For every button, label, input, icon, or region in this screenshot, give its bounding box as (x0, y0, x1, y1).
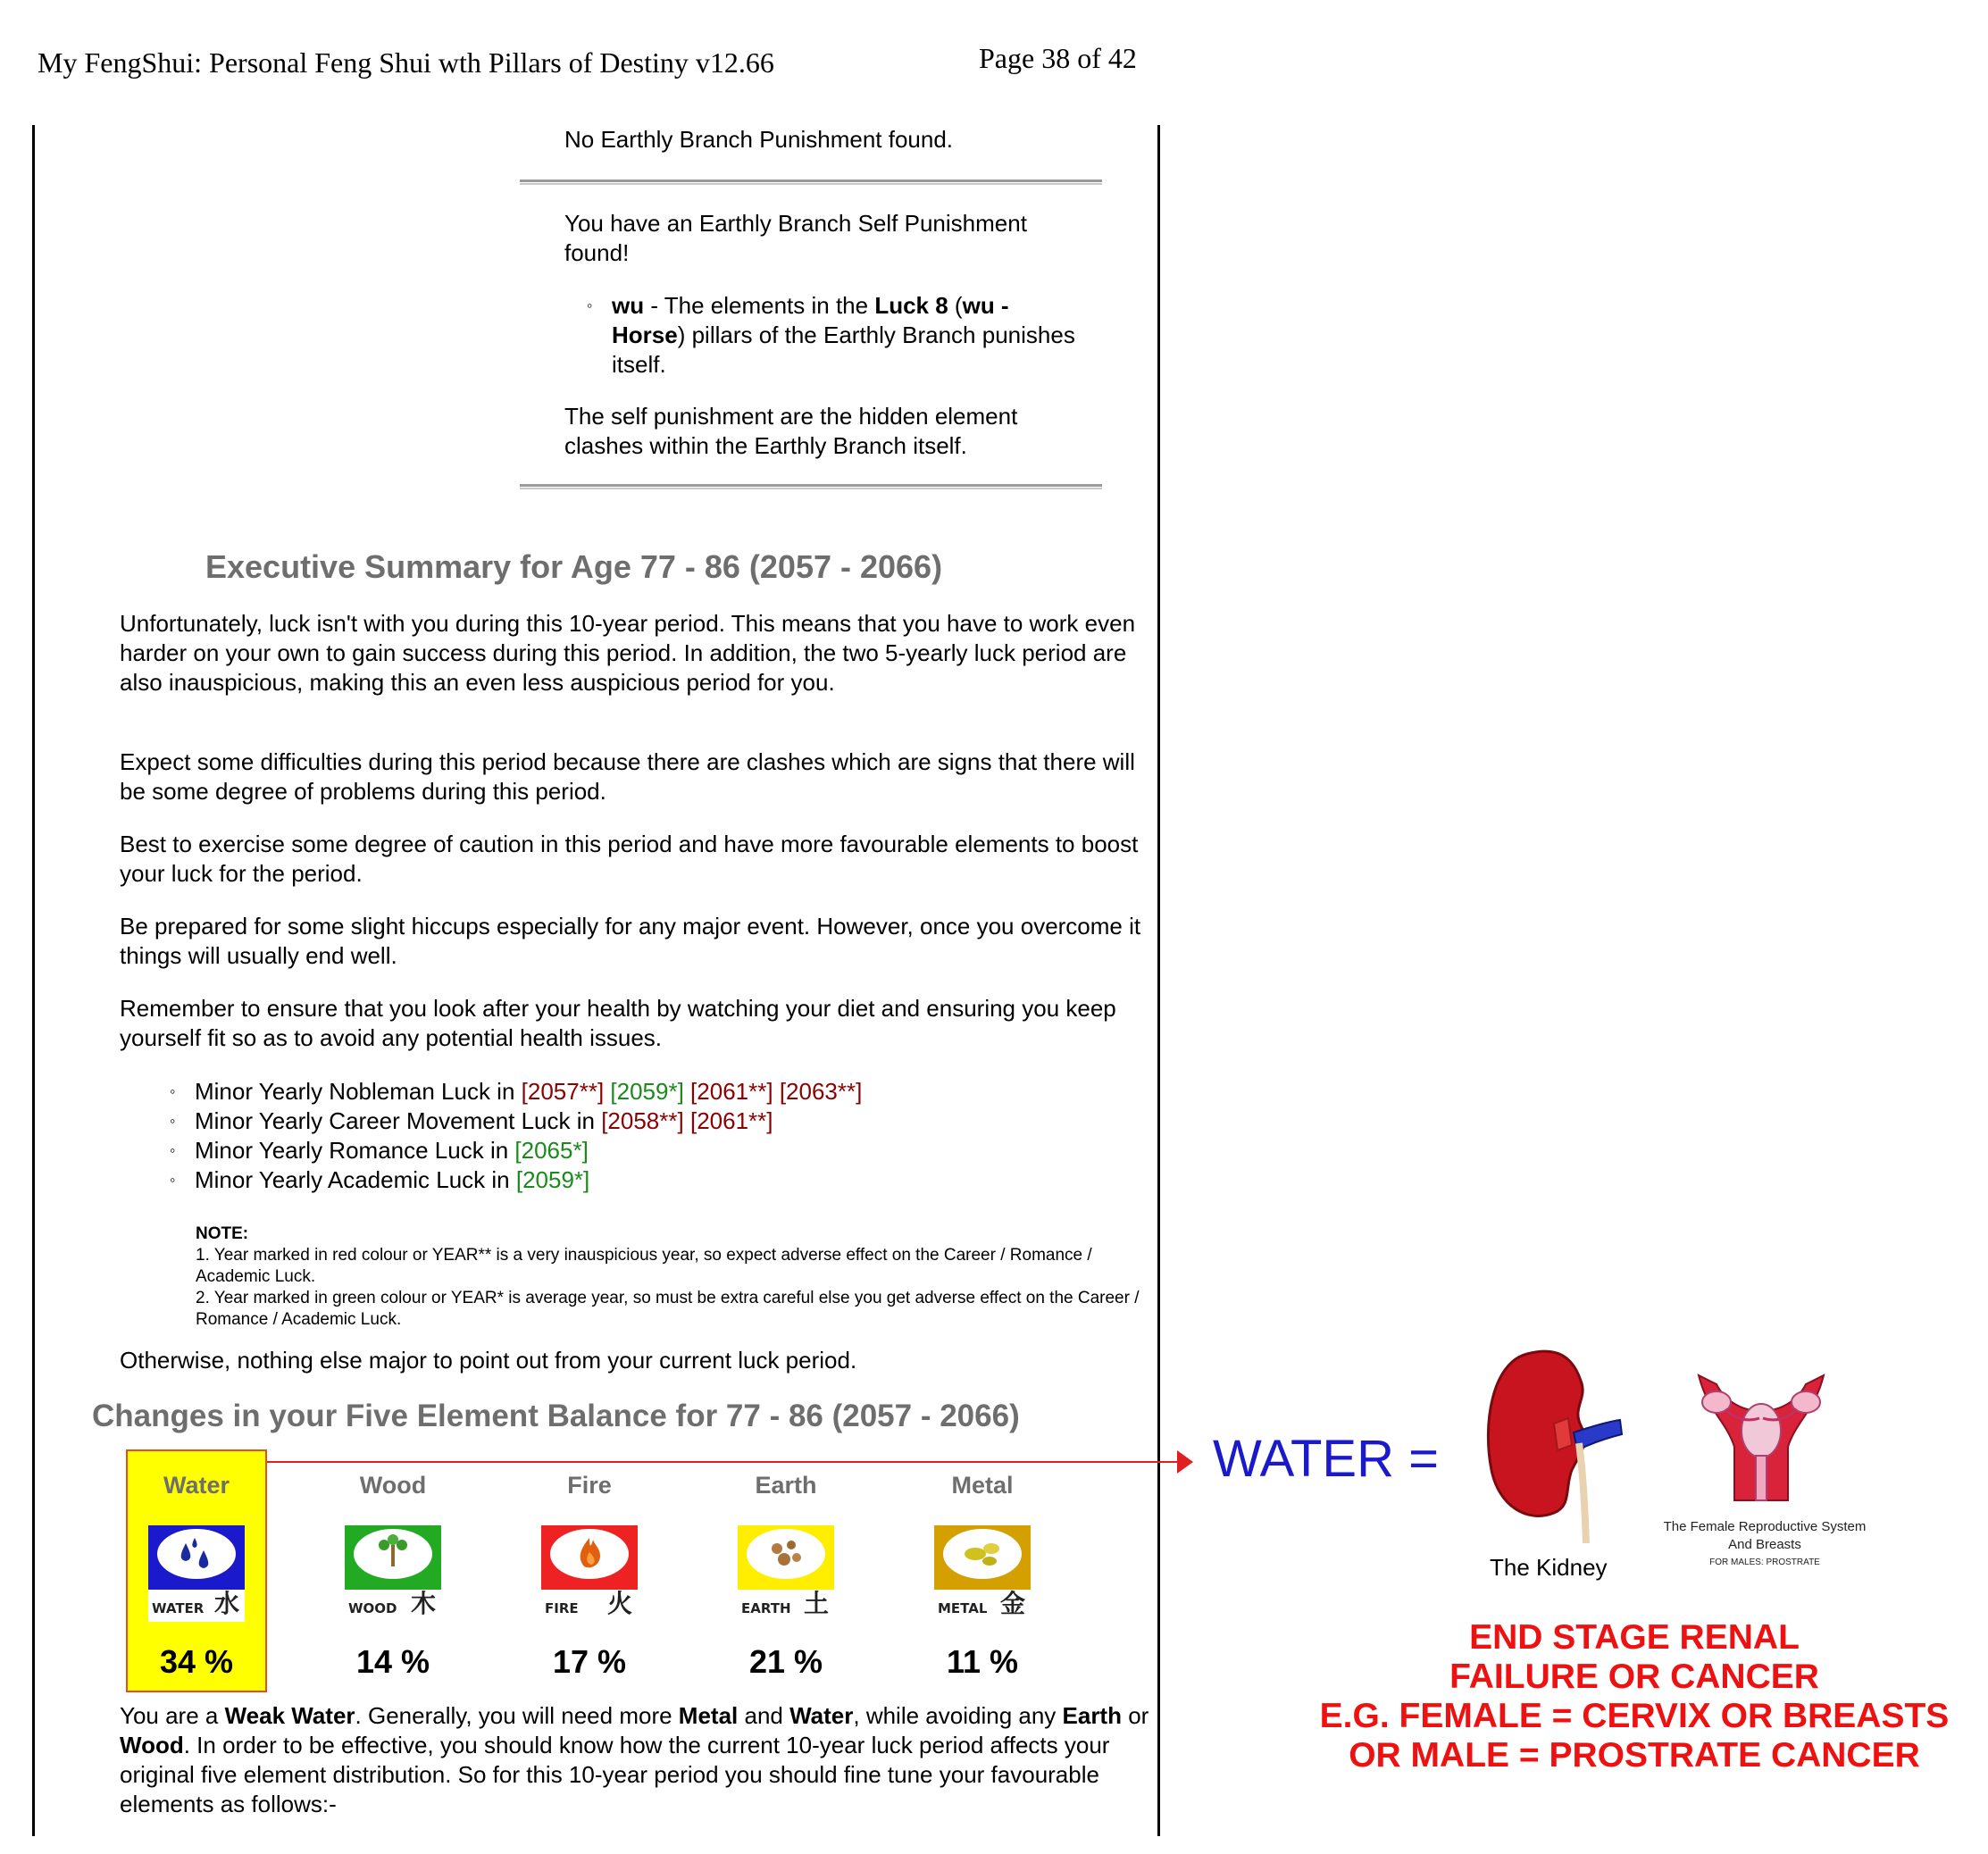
element-hanzi: 水 (213, 1589, 239, 1618)
tree-icon (345, 1525, 441, 1622)
advice-text: and (738, 1702, 790, 1729)
luck-pillar: Luck 8 (874, 292, 948, 319)
element-hanzi: 金 (999, 1589, 1025, 1618)
right-margin-rule (1157, 125, 1160, 1836)
luck-year: [2057**] (521, 1078, 605, 1105)
note-line-2: 2. Year marked in green colour or YEAR* is average year, so must be extra careful else you get adverse effect on the Career / Romance / Academic Luck. (196, 1289, 1140, 1329)
bullet-icon: ◦ (170, 1141, 176, 1159)
advice-bold: Metal (678, 1702, 739, 1729)
luck-item-label: Minor Yearly Career Movement Luck in (195, 1107, 602, 1134)
luck-year: [2063**] (779, 1078, 863, 1105)
advice-text: . Generally, you will need more (355, 1702, 679, 1729)
element-percentage: 34 % (159, 1643, 234, 1680)
water-equals-label: WATER = (1213, 1430, 1439, 1488)
divider-top (520, 180, 1102, 185)
divider-bottom (520, 484, 1102, 489)
branch-name: wu - Horse (612, 292, 1009, 348)
luck-item-label: Minor Yearly Academic Luck in (195, 1166, 516, 1193)
luck-item (170, 1107, 1088, 1136)
advice-text: You are a (120, 1702, 225, 1729)
element-percentage: 21 % (748, 1643, 823, 1680)
self-punishment-item (587, 291, 1076, 380)
advice-bold: Earth (1062, 1702, 1122, 1729)
advice-text: . In order to be effective, you should know how the current 10-year luck period affects your original five element distribution. So for this 10-year period you should fine tune your favourable elements as follows:- (120, 1732, 1110, 1817)
element-name: Fire (567, 1472, 612, 1499)
element-name: Metal (951, 1472, 1014, 1499)
health-warning (1304, 1618, 1965, 1775)
element-percentage: 17 % (552, 1643, 627, 1680)
luck-year: [2061**] (690, 1078, 773, 1105)
summary-paragraph: Be prepared for some slight hiccups especially for any major event. However, once you overcome it things will usually end well. (120, 913, 1141, 969)
summary-heading: Executive Summary for Age 77 - 86 (2057 - 2066) (205, 548, 943, 585)
luck-year: [2059*] (515, 1166, 590, 1193)
repro-caption-line-2: And Breasts (1728, 1537, 1801, 1552)
advice-bold: Water (789, 1702, 854, 1729)
element-name: Earth (755, 1472, 817, 1499)
repro-caption-line-3: FOR MALES: PROSTRATE (1709, 1558, 1820, 1567)
reproductive-caption (1649, 1518, 1881, 1572)
element-percentage: 11 % (946, 1643, 1019, 1680)
self-punishment-explanation: The self punishment are the hidden element clashes within the Earthly Branch itself. (564, 403, 1018, 459)
warning-line: END STAGE RENAL (1469, 1618, 1800, 1657)
luck-year: [2059*] (610, 1078, 684, 1105)
element-percentage: 14 % (355, 1643, 430, 1680)
advice-text: , while avoiding any (853, 1702, 1063, 1729)
element-tile-label: WATER (152, 1600, 205, 1616)
summary-paragraph: Best to exercise some degree of caution in this period and have more favourable elements to boost your luck for the period. (120, 831, 1139, 887)
luck-list (170, 1077, 1088, 1195)
warning-line: E.G. FEMALE = CERVIX OR BREASTS (1319, 1697, 1950, 1735)
luck-item-label: Minor Yearly Romance Luck in (195, 1137, 515, 1164)
element-name: Wood (359, 1472, 427, 1499)
summary-paragraph: Expect some difficulties during this period because there are clashes which are signs that there will be some degree of problems during this period. (120, 748, 1135, 805)
kidney-caption: The Kidney (1490, 1554, 1608, 1581)
branch-key: wu (612, 292, 645, 319)
warning-line: OR MALE = PROSTRATE CANCER (1349, 1736, 1920, 1775)
advice-bold: Weak Water (224, 1702, 355, 1729)
repro-caption-line-1: The Female Reproductive System (1663, 1519, 1867, 1534)
item-text-3: ) pillars of the Earthly Branch punishes itself. (612, 322, 1075, 378)
water-drops-icon (148, 1525, 245, 1622)
nuggets-icon (934, 1525, 1031, 1622)
element-fire (491, 1447, 688, 1681)
luck-item (170, 1165, 1088, 1195)
stones-icon (738, 1525, 834, 1622)
element-wood (295, 1447, 491, 1681)
kidney-icon (1483, 1345, 1625, 1549)
item-text-1: - The elements in the (644, 292, 875, 319)
note-title: NOTE: (196, 1224, 249, 1243)
note-block (196, 1223, 1151, 1331)
summary-paragraph: Unfortunately, luck isn't with you during this 10-year period. This means that you have to work even harder on your own to gain success during this period. In addition, the two 5-yearly luck period are also inauspicious, making this an even less auspicious period for you. (120, 610, 1136, 696)
advice-text: or (1121, 1702, 1149, 1729)
luck-year: [2061**] (689, 1107, 773, 1134)
element-water (98, 1447, 295, 1681)
advice-bold: Wood (120, 1732, 184, 1758)
element-hanzi: 火 (606, 1589, 632, 1618)
note-line-1: 1. Year marked in red colour or YEAR** is a very inauspicious year, so expect adverse effect on the Career / Romance / Academic Luck. (196, 1246, 1092, 1286)
page-number: Page 38 of 42 (979, 42, 1137, 74)
bullet-icon: ◦ (170, 1171, 176, 1189)
reproductive-system-icon (1681, 1357, 1842, 1509)
element-name: Water (163, 1472, 230, 1499)
arrow-head-icon (1177, 1450, 1193, 1474)
luck-year: [2058**] (601, 1107, 684, 1134)
luck-item (170, 1077, 1088, 1107)
balance-advice (120, 1701, 1156, 1819)
bullet-icon: ◦ (170, 1112, 176, 1130)
summary-paragraph: Remember to ensure that you look after your health by watching your diet and ensuring you keep yourself fit so as to avoid any potential health issues. (120, 995, 1116, 1051)
annotation-arrow-line (267, 1461, 1185, 1463)
bullet-icon: ◦ (170, 1082, 176, 1100)
no-punishment-text: No Earthly Branch Punishment found. (564, 126, 954, 153)
luck-item (170, 1136, 1088, 1165)
warning-line: FAILURE OR CANCER (1449, 1658, 1819, 1696)
balance-heading: Changes in your Five Element Balance for 77 - 86 (2057 - 2066) (92, 1399, 1020, 1433)
summary-closing: Otherwise, nothing else major to point out from your current luck period. (120, 1347, 857, 1374)
flame-icon (541, 1525, 638, 1622)
self-punishment-text: You have an Earthly Branch Self Punishment found! (564, 210, 1027, 266)
element-metal (884, 1447, 1081, 1681)
item-text-2: ( (948, 292, 963, 319)
element-hanzi: 木 (410, 1589, 436, 1618)
element-earth (688, 1447, 884, 1681)
luck-year: [2065*] (514, 1137, 589, 1164)
element-tile-label: METAL (938, 1600, 988, 1616)
bullet-icon: ◦ (587, 296, 593, 314)
left-margin-rule (32, 125, 35, 1836)
element-tile-label: FIRE (545, 1600, 579, 1616)
element-hanzi: 土 (803, 1589, 829, 1618)
element-tile-label: WOOD (348, 1600, 397, 1616)
luck-item-label: Minor Yearly Nobleman Luck in (195, 1078, 522, 1105)
element-tile-label: EARTH (741, 1600, 791, 1616)
document-title: My FengShui: Personal Feng Shui wth Pillars of Destiny v12.66 (38, 46, 774, 79)
